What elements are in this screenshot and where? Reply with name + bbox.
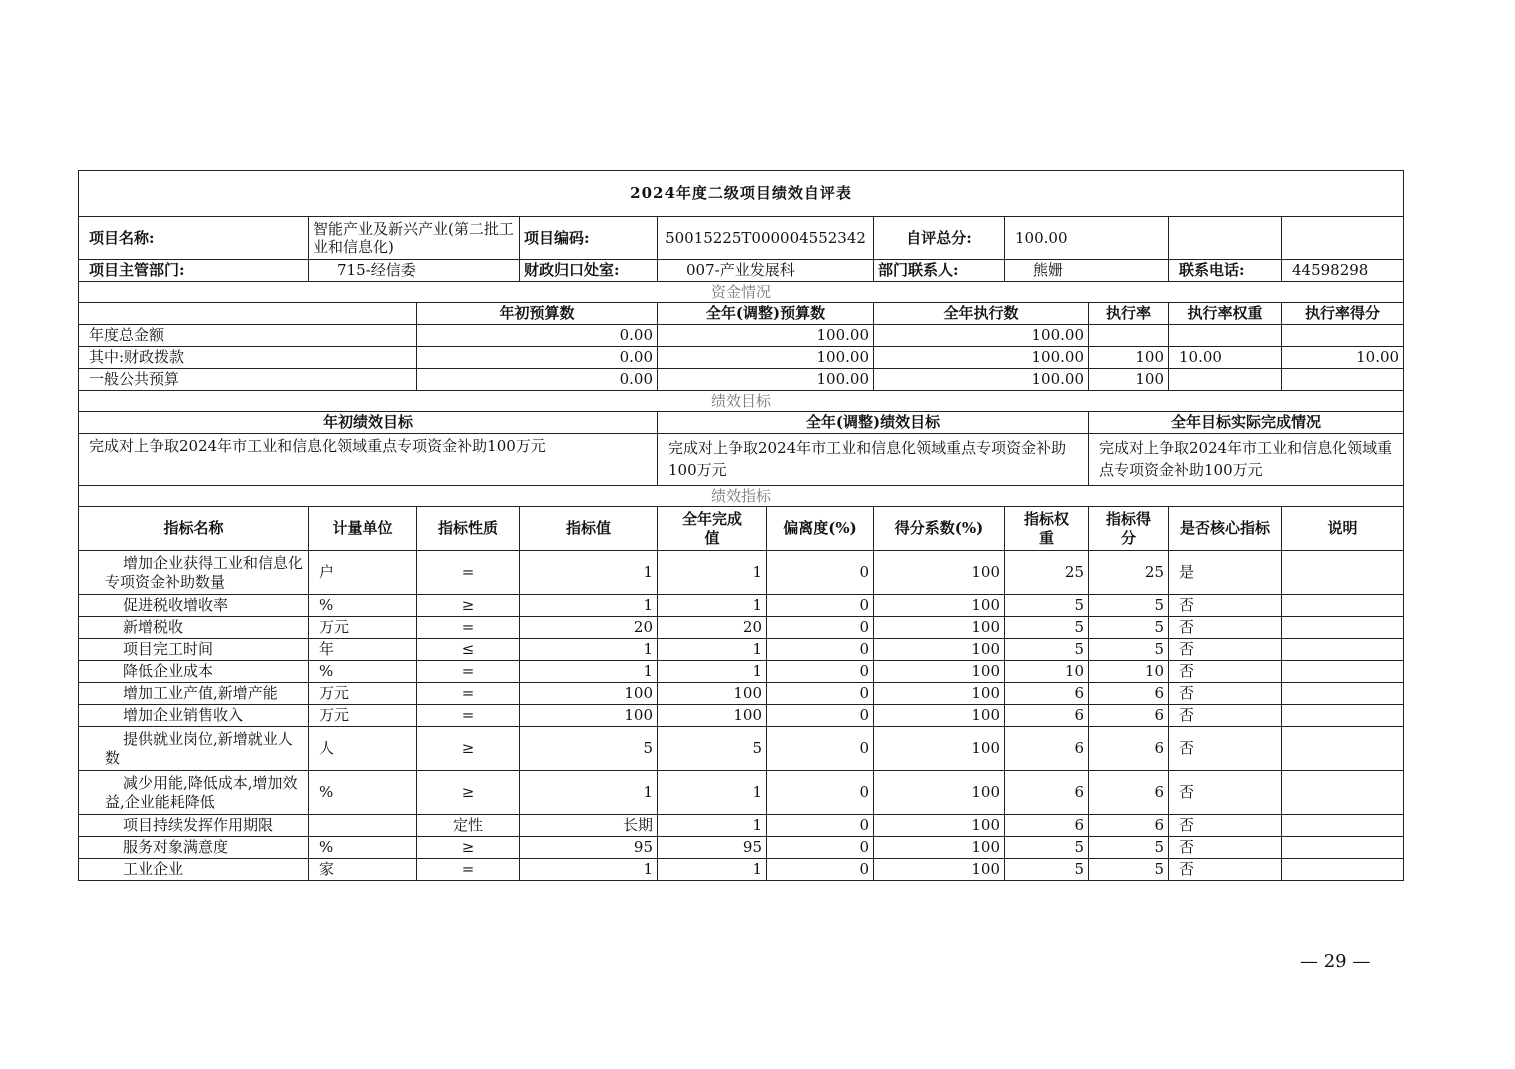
indicator-deviation: 0 <box>767 771 874 815</box>
funds-header: 年初预算数 <box>417 303 658 325</box>
goal-actual: 完成对上争取2024年市工业和信息化领域重点专项资金补助100万元 <box>1089 434 1404 486</box>
indicator-header: 偏离度(%) <box>767 507 874 551</box>
funds-rate <box>1089 325 1169 347</box>
indicator-name: 增加工业产值,新增产能 <box>79 683 309 705</box>
indicator-coefficient: 100 <box>874 859 1005 881</box>
indicator-score: 5 <box>1089 639 1169 661</box>
indicator-deviation: 0 <box>767 639 874 661</box>
indicator-unit: % <box>309 771 417 815</box>
indicator-core: 否 <box>1169 771 1282 815</box>
contact-label: 部门联系人: <box>874 260 1005 282</box>
indicator-deviation: 0 <box>767 617 874 639</box>
indicator-coefficient: 100 <box>874 639 1005 661</box>
indicator-core: 否 <box>1169 859 1282 881</box>
indicator-unit <box>309 815 417 837</box>
indicator-weight: 5 <box>1005 859 1089 881</box>
funds-initial: 0.00 <box>417 369 658 391</box>
funds-rate: 100 <box>1089 347 1169 369</box>
indicator-weight: 25 <box>1005 551 1089 595</box>
indicator-header: 指标值 <box>520 507 658 551</box>
indicator-name: 服务对象满意度 <box>79 837 309 859</box>
indicator-coefficient: 100 <box>874 815 1005 837</box>
funds-adjusted: 100.00 <box>658 347 874 369</box>
indicator-header: 指标名称 <box>79 507 309 551</box>
indicator-name: 工业企业 <box>79 859 309 881</box>
phone-label: 联系电话: <box>1169 260 1282 282</box>
indicator-score: 6 <box>1089 815 1169 837</box>
funds-weight: 10.00 <box>1169 347 1282 369</box>
indicator-core: 否 <box>1169 661 1282 683</box>
indicator-unit: 年 <box>309 639 417 661</box>
indicator-score: 5 <box>1089 617 1169 639</box>
indicator-note <box>1282 837 1404 859</box>
indicator-weight: 5 <box>1005 617 1089 639</box>
indicator-coefficient: 100 <box>874 617 1005 639</box>
office-label: 财政归口处室: <box>520 260 658 282</box>
funds-initial: 0.00 <box>417 325 658 347</box>
goals-header: 年初绩效目标 <box>79 412 658 434</box>
indicator-deviation: 0 <box>767 661 874 683</box>
indicator-deviation: 0 <box>767 551 874 595</box>
indicator-header: 全年完成值 <box>658 507 767 551</box>
indicator-row <box>79 815 1404 837</box>
project-name-label: 项目名称: <box>79 217 309 260</box>
indicator-weight: 6 <box>1005 815 1089 837</box>
indicator-coefficient: 100 <box>874 683 1005 705</box>
indicator-coefficient: 100 <box>874 595 1005 617</box>
dept-value: 715-经信委 <box>309 260 520 282</box>
indicator-done: 5 <box>658 727 767 771</box>
indicator-done: 100 <box>658 705 767 727</box>
indicator-core: 是 <box>1169 551 1282 595</box>
indicator-unit: % <box>309 595 417 617</box>
page-title: 2024年度二级项目绩效自评表 <box>79 171 1404 217</box>
goals-section-label: 绩效目标 <box>79 391 1404 412</box>
indicator-core: 否 <box>1169 727 1282 771</box>
indicator-row <box>79 551 1404 595</box>
goals-header: 全年(调整)绩效目标 <box>658 412 1089 434</box>
goal-adjusted: 完成对上争取2024年市工业和信息化领域重点专项资金补助100万元 <box>658 434 1089 486</box>
indicator-header: 得分系数(%) <box>874 507 1005 551</box>
project-code-label: 项目编码: <box>520 217 658 260</box>
indicator-target: 1 <box>520 859 658 881</box>
indicator-done: 100 <box>658 683 767 705</box>
indicator-note <box>1282 683 1404 705</box>
indicator-score: 6 <box>1089 727 1169 771</box>
performance-self-evaluation-table <box>78 170 1404 881</box>
indicator-name: 项目完工时间 <box>79 639 309 661</box>
project-name-value: 智能产业及新兴产业(第二批工业和信息化) <box>309 217 520 260</box>
indicator-note <box>1282 859 1404 881</box>
indicator-unit: 万元 <box>309 617 417 639</box>
funds-initial: 0.00 <box>417 347 658 369</box>
funds-header: 执行率权重 <box>1169 303 1282 325</box>
funds-row <box>79 369 1404 391</box>
funds-executed: 100.00 <box>874 325 1089 347</box>
indicator-deviation: 0 <box>767 837 874 859</box>
indicator-done: 1 <box>658 815 767 837</box>
funds-score <box>1282 325 1404 347</box>
project-code-value: 50015225T000004552342 <box>658 217 874 260</box>
indicator-header: 是否核心指标 <box>1169 507 1282 551</box>
indicator-weight: 6 <box>1005 705 1089 727</box>
indicator-done: 1 <box>658 639 767 661</box>
indicator-note <box>1282 815 1404 837</box>
indicator-coefficient: 100 <box>874 551 1005 595</box>
indicator-nature: = <box>417 551 520 595</box>
indicator-nature: ≥ <box>417 771 520 815</box>
funds-rate: 100 <box>1089 369 1169 391</box>
indicator-done: 20 <box>658 617 767 639</box>
indicator-nature: = <box>417 617 520 639</box>
indicator-row <box>79 683 1404 705</box>
indicator-score: 5 <box>1089 595 1169 617</box>
indicator-core: 否 <box>1169 595 1282 617</box>
indicator-score: 10 <box>1089 661 1169 683</box>
indicator-score: 5 <box>1089 859 1169 881</box>
funds-header: 全年执行数 <box>874 303 1089 325</box>
indicator-header: 计量单位 <box>309 507 417 551</box>
indicator-core: 否 <box>1169 617 1282 639</box>
funds-header: 执行率得分 <box>1282 303 1404 325</box>
indicator-name: 新增税收 <box>79 617 309 639</box>
indicator-target: 1 <box>520 595 658 617</box>
indicator-target: 长期 <box>520 815 658 837</box>
score-label: 自评总分: <box>874 217 1005 260</box>
dept-label: 项目主管部门: <box>79 260 309 282</box>
indicator-unit: 万元 <box>309 683 417 705</box>
empty-cell <box>1169 217 1282 260</box>
indicator-row <box>79 771 1404 815</box>
funds-row-name: 其中:财政拨款 <box>79 347 417 369</box>
funds-score <box>1282 369 1404 391</box>
indicator-core: 否 <box>1169 815 1282 837</box>
indicator-weight: 6 <box>1005 683 1089 705</box>
funds-weight <box>1169 369 1282 391</box>
indicator-nature: = <box>417 705 520 727</box>
funds-row-name: 年度总金额 <box>79 325 417 347</box>
indicator-target: 95 <box>520 837 658 859</box>
indicator-nature: ≤ <box>417 639 520 661</box>
funds-executed: 100.00 <box>874 347 1089 369</box>
indicator-row <box>79 727 1404 771</box>
indicator-deviation: 0 <box>767 705 874 727</box>
indicator-target: 1 <box>520 771 658 815</box>
funds-row <box>79 347 1404 369</box>
indicator-score: 6 <box>1089 683 1169 705</box>
funds-adjusted: 100.00 <box>658 369 874 391</box>
funds-adjusted: 100.00 <box>658 325 874 347</box>
indicator-done: 1 <box>658 595 767 617</box>
indicator-name: 减少用能,降低成本,增加效益,企业能耗降低 <box>79 771 309 815</box>
indicator-unit: 万元 <box>309 705 417 727</box>
score-value: 100.00 <box>1005 217 1169 260</box>
funds-section-label: 资金情况 <box>79 282 1404 303</box>
indicator-note <box>1282 771 1404 815</box>
indicator-target: 5 <box>520 727 658 771</box>
funds-executed: 100.00 <box>874 369 1089 391</box>
indicator-done: 1 <box>658 859 767 881</box>
indicator-deviation: 0 <box>767 859 874 881</box>
indicator-deviation: 0 <box>767 683 874 705</box>
indicator-score: 6 <box>1089 771 1169 815</box>
indicator-note <box>1282 617 1404 639</box>
goal-initial: 完成对上争取2024年市工业和信息化领域重点专项资金补助100万元 <box>79 434 658 486</box>
indicator-unit: 人 <box>309 727 417 771</box>
indicator-header: 指标得分 <box>1089 507 1169 551</box>
empty-cell <box>1282 217 1404 260</box>
indicator-weight: 5 <box>1005 595 1089 617</box>
indicator-name: 增加企业销售收入 <box>79 705 309 727</box>
indicator-header: 说明 <box>1282 507 1404 551</box>
funds-header: 全年(调整)预算数 <box>658 303 874 325</box>
indicator-name: 降低企业成本 <box>79 661 309 683</box>
indicator-score: 6 <box>1089 705 1169 727</box>
empty-cell <box>79 303 417 325</box>
funds-row <box>79 325 1404 347</box>
indicator-target: 1 <box>520 639 658 661</box>
funds-header: 执行率 <box>1089 303 1169 325</box>
indicator-target: 1 <box>520 661 658 683</box>
indicator-row <box>79 595 1404 617</box>
indicator-note <box>1282 595 1404 617</box>
indicator-name: 促进税收增收率 <box>79 595 309 617</box>
phone-value: 44598298 <box>1282 260 1404 282</box>
indicator-done: 95 <box>658 837 767 859</box>
funds-score: 10.00 <box>1282 347 1404 369</box>
indicator-target: 100 <box>520 683 658 705</box>
indicator-weight: 5 <box>1005 639 1089 661</box>
indicator-deviation: 0 <box>767 815 874 837</box>
indicator-nature: ≥ <box>417 837 520 859</box>
indicator-nature: ≥ <box>417 595 520 617</box>
indicator-weight: 6 <box>1005 727 1089 771</box>
indicators-section-label: 绩效指标 <box>79 486 1404 507</box>
indicator-coefficient: 100 <box>874 771 1005 815</box>
indicator-note <box>1282 705 1404 727</box>
indicator-core: 否 <box>1169 639 1282 661</box>
indicator-nature: = <box>417 683 520 705</box>
indicator-deviation: 0 <box>767 595 874 617</box>
indicator-unit: % <box>309 837 417 859</box>
indicator-weight: 10 <box>1005 661 1089 683</box>
indicator-row <box>79 705 1404 727</box>
office-value: 007-产业发展科 <box>658 260 874 282</box>
indicator-row <box>79 617 1404 639</box>
indicator-done: 1 <box>658 771 767 815</box>
indicator-row <box>79 639 1404 661</box>
indicator-unit: 家 <box>309 859 417 881</box>
indicator-weight: 5 <box>1005 837 1089 859</box>
page-number: — 29 — <box>1300 951 1371 972</box>
indicator-nature: ≥ <box>417 727 520 771</box>
indicator-coefficient: 100 <box>874 727 1005 771</box>
indicator-row <box>79 837 1404 859</box>
indicator-weight: 6 <box>1005 771 1089 815</box>
indicator-name: 增加企业获得工业和信息化专项资金补助数量 <box>79 551 309 595</box>
indicator-score: 25 <box>1089 551 1169 595</box>
indicator-note <box>1282 551 1404 595</box>
indicator-nature: 定性 <box>417 815 520 837</box>
indicator-target: 100 <box>520 705 658 727</box>
indicator-target: 20 <box>520 617 658 639</box>
indicator-core: 否 <box>1169 705 1282 727</box>
indicator-note <box>1282 727 1404 771</box>
funds-row-name: 一般公共预算 <box>79 369 417 391</box>
funds-weight <box>1169 325 1282 347</box>
indicator-coefficient: 100 <box>874 837 1005 859</box>
indicator-coefficient: 100 <box>874 705 1005 727</box>
indicator-core: 否 <box>1169 683 1282 705</box>
indicator-score: 5 <box>1089 837 1169 859</box>
indicator-deviation: 0 <box>767 727 874 771</box>
indicator-nature: = <box>417 661 520 683</box>
indicator-header: 指标权重 <box>1005 507 1089 551</box>
indicator-name: 项目持续发挥作用期限 <box>79 815 309 837</box>
indicator-name: 提供就业岗位,新增就业人数 <box>79 727 309 771</box>
indicator-core: 否 <box>1169 837 1282 859</box>
indicator-rows <box>79 551 1404 881</box>
indicator-note <box>1282 639 1404 661</box>
indicator-done: 1 <box>658 551 767 595</box>
contact-value: 熊姗 <box>1005 260 1169 282</box>
indicator-row <box>79 661 1404 683</box>
indicator-coefficient: 100 <box>874 661 1005 683</box>
indicator-done: 1 <box>658 661 767 683</box>
indicator-unit: 户 <box>309 551 417 595</box>
indicator-row <box>79 859 1404 881</box>
indicator-nature: = <box>417 859 520 881</box>
goals-header: 全年目标实际完成情况 <box>1089 412 1404 434</box>
indicator-note <box>1282 661 1404 683</box>
indicator-header: 指标性质 <box>417 507 520 551</box>
indicator-target: 1 <box>520 551 658 595</box>
indicator-unit: % <box>309 661 417 683</box>
